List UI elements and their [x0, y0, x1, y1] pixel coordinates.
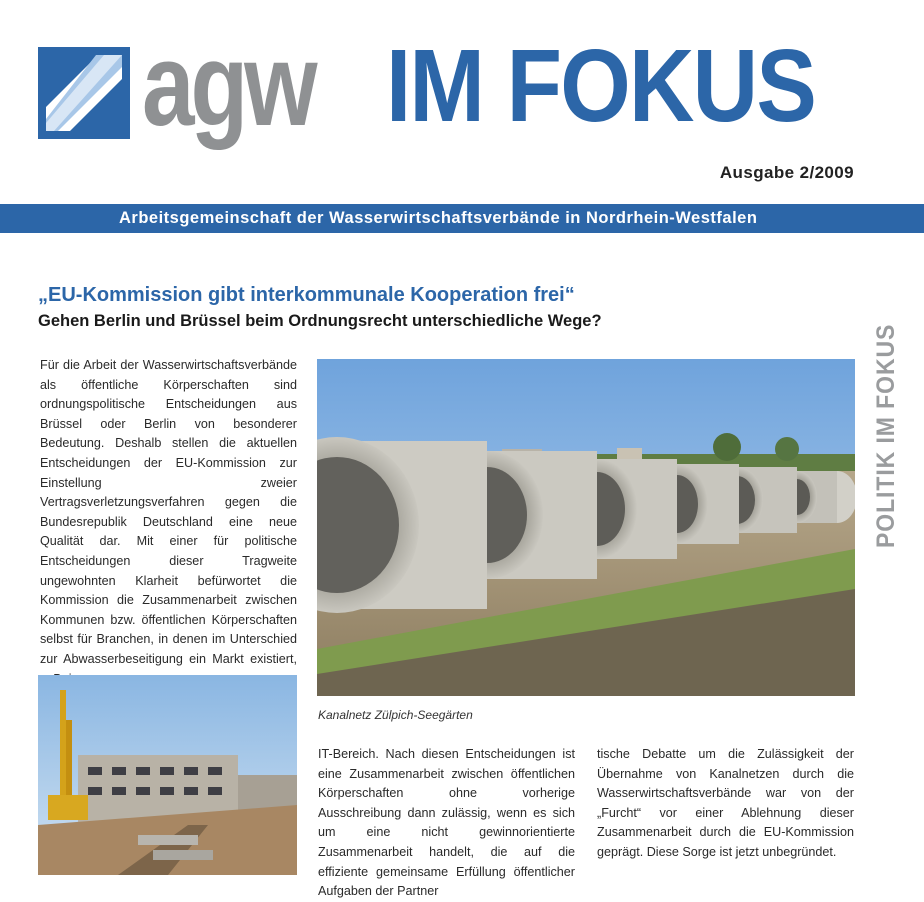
banner-text: Arbeitsgemeinschaft der Wasserwirtschaftsverbände in Nordrhein-Westfalen	[119, 209, 758, 227]
article-subheadline: Gehen Berlin und Brüssel beim Ordnungsrecht unterschiedliche Wege?	[38, 312, 602, 330]
organization-banner	[0, 204, 924, 233]
article-column-1: Für die Arbeit der Wasserwirtschaftsverbände als öffentliche Körperschaften sind ordnungspolitische Entscheidungen aus Brüssel oder Berlin von besonderer Bedeutung. Deshalb stellen die aktuellen Entscheidungen der EU-Kommission zur Einstellung zweier Vertragsverletzungsverfahren gegen die Bundesrepublik Deutschland eine neue Qualität dar. Mit einer für politische Entscheidungen dieser Tragweite ungewohnten Klarheit befürwortet die Kommission die Zusammenarbeit zwischen Kommunen bzw. öffentlichen Körperschaften selbst für Branchen, in denen im Unterschied zur Abwasserbeseitigung ein Markt existiert,	[40, 358, 297, 666]
im-fokus-wordmark: IM FOKUS	[386, 28, 816, 143]
side-label-text: POLITIK IM FOKUS	[872, 323, 900, 548]
agw-wordmark: agw	[142, 19, 314, 151]
article-headline: „EU-Kommission gibt interkommunale Kooperation frei“	[38, 284, 575, 306]
article-column-3: tische Debatte um die Zulässigkeit der Übernahme von Kanalnetzen durch die Wasserwirtschaftsverbände war von der „Furcht“ vor einer Ablehnung dieser Zusammenarbeit durch die EU-Kommission geprägt. Diese Sorge ist jetzt unbegründet.	[597, 747, 854, 859]
section-side-label	[872, 323, 912, 568]
sewer-pipes-photo	[317, 359, 855, 696]
photo-caption: Kanalnetz Zülpich-Seegärten	[318, 708, 473, 722]
article-column-2: IT-Bereich. Nach diesen Entscheidungen ist eine Zusammenarbeit zwischen öffentlichen Körperschaften ohne vorherige Ausschreibung dann zulässig, wenn es sich um eine nicht gewinnorientierte Zusammenarbeit handelt, die auf die effiziente gemeinsame Erfüllung öffentlicher Aufgaben der Partner	[318, 747, 575, 899]
issue-number: Ausgabe 2/2009	[719, 163, 854, 182]
agw-logo-mark	[38, 47, 130, 139]
construction-site-photo	[38, 675, 297, 875]
